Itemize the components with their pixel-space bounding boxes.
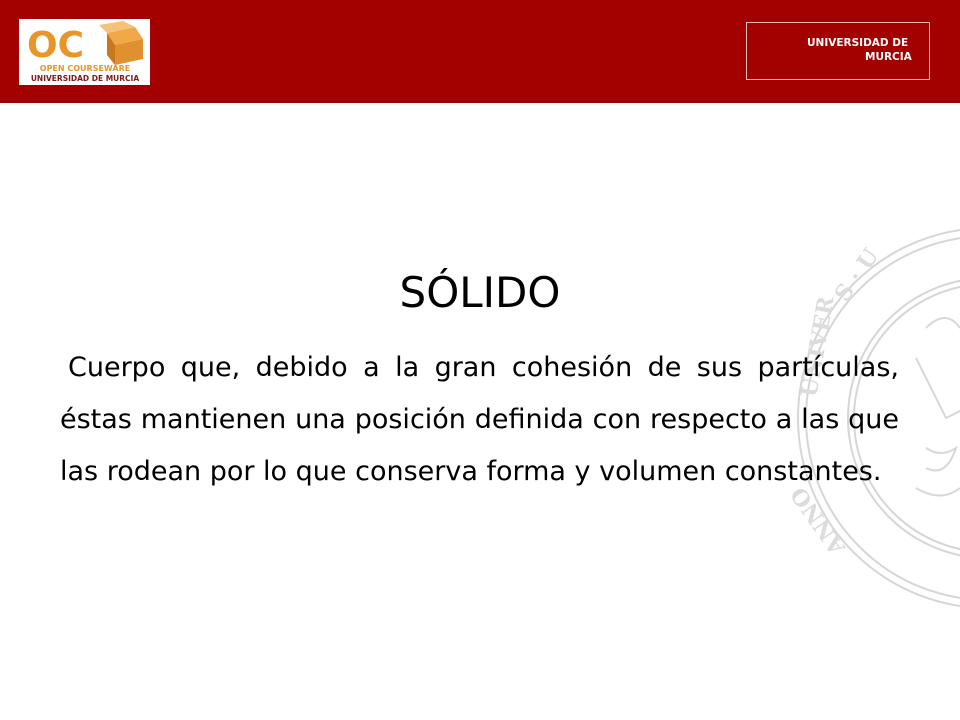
slide-body-text: Cuerpo que, debido a la gran cohesión de sus partículas, éstas mantienen una posición definida con respecto a las que las rodean por lo que conserva forma y volumen constantes. (60, 352, 899, 487)
svg-text:S · U: S · U (829, 243, 885, 307)
header-bar (0, 0, 960, 103)
universidad-murcia-logo (746, 22, 930, 80)
svg-text:UNIVER: UNIVER (796, 294, 840, 400)
slide-title: SÓLIDO (399, 268, 561, 317)
svg-text:ANNO: ANNO (785, 481, 851, 560)
ocw-logo-letters: OC (27, 25, 85, 66)
um-logo-line1: UNIVERSIDAD DE (807, 37, 909, 49)
ocw-logo-line1: OPEN COURSEWARE (39, 64, 131, 73)
ocw-logo-line2: UNIVERSIDAD DE MURCIA (30, 74, 140, 83)
um-logo-line2: MURCIA (865, 51, 912, 63)
box-icon (99, 21, 143, 65)
opencourseware-logo (19, 19, 150, 85)
